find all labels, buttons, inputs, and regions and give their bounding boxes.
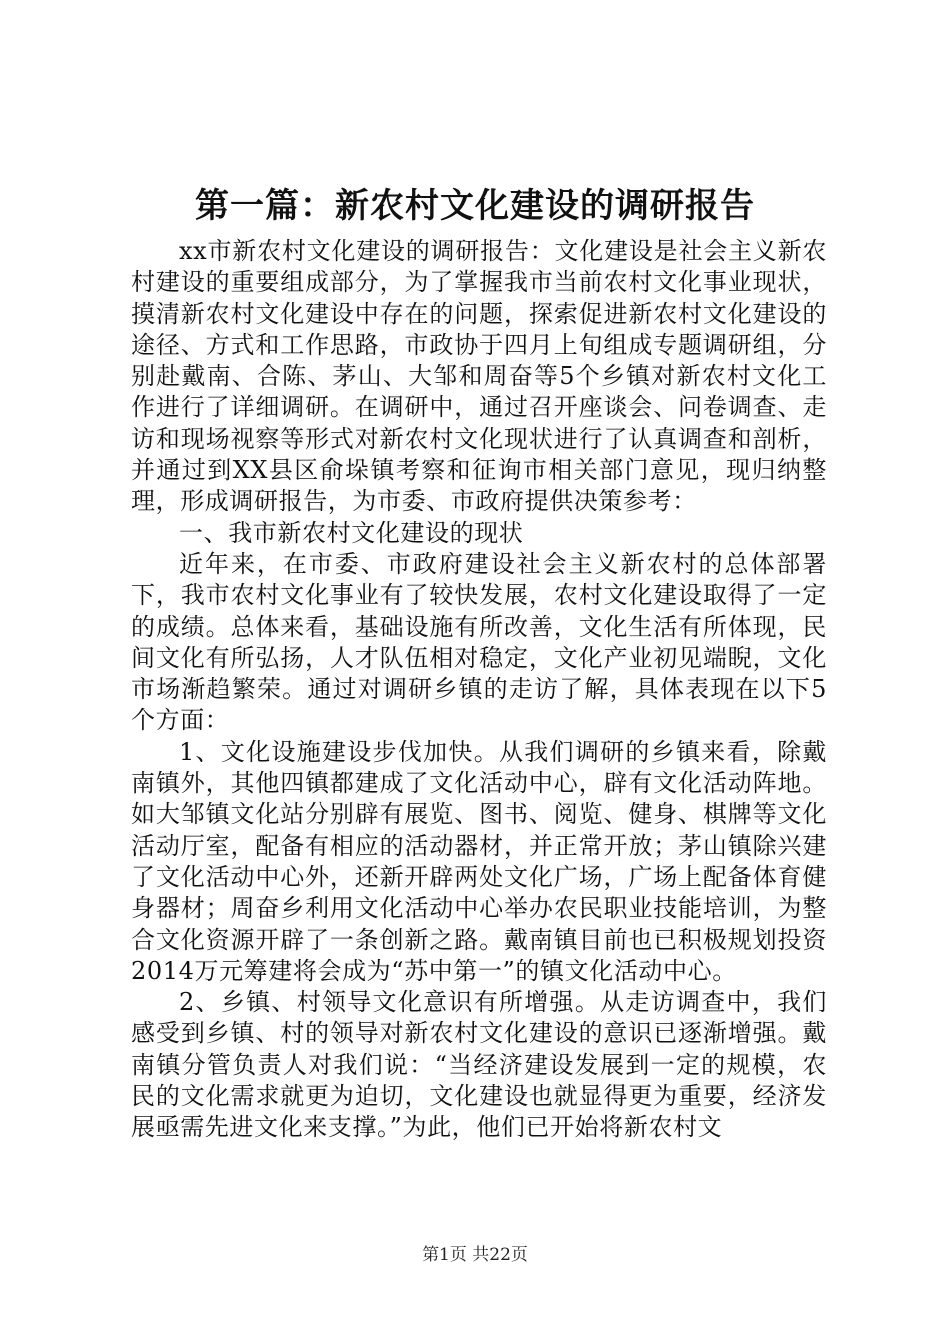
document-title: 第一篇：新农村文化建设的调研报告: [195, 186, 755, 226]
paragraph-point-2: 2、乡镇、村领导文化意识有所增强。从走访调查中，我们感受到乡镇、村的领导对新农村文化建设的意识已逐渐增强。戴南镇分管负责人对我们说：“当经济建设发展到一定的规模，农民的文化需求就更为迫切，文化建设也就显得更为重要，经济发展亟需先进文化来支撑。”为此，他们已开始将新农村文: [131, 988, 827, 1142]
page-number-footer: 第1页 共22页: [422, 1245, 528, 1265]
section-heading-status: 一、我市新农村文化建设的现状: [179, 518, 524, 547]
paragraph-intro: xx市新农村文化建设的调研报告：文化建设是社会主义新农村建设的重要组成部分，为了掌握我市当前农村文化事业现状，摸清新农村文化建设中存在的问题，探索促进新农村文化建设的途径、方式和工作思路，市政协于四月上旬组成专题调研组，分别赴戴南、合陈、茅山、大邹和周奋等5个乡镇对新农村文化工作进行了详细调研。在调研中，通过召开座谈会、问卷调查、走访和现场视察等形式对新农村文化现状进行了认真调查和剖析，并通过到XX县区俞垛镇考察和征询市相关部门意见，现归纳整理，形成调研报告，为市委、市政府提供决策参考：: [131, 237, 827, 516]
paragraph-point-1: 1、文化设施建设步伐加快。从我们调研的乡镇来看，除戴南镇外，其他四镇都建成了文化活动中心，辟有文化活动阵地。如大邹镇文化站分别辟有展览、图书、阅览、健身、棋牌等文化活动厅室，配备有相应的活动器材，并正常开放；茅山镇除兴建了文化活动中心外，还新开辟两处文化广场，广场上配备体育健身器材；周奋乡利用文化活动中心举办农民职业技能培训，为整合文化资源开辟了一条创新之路。戴南镇目前也已积极规划投资2014万元筹建将会成为“苏中第一”的镇文化活动中心。: [131, 737, 827, 985]
document-body: [131, 236, 827, 1144]
paragraph-overview: 近年来，在市委、市政府建设社会主义新农村的总体部署下，我市农村文化事业有了较快发展，农村文化建设取得了一定的成绩。总体来看，基础设施有所改善，文化生活有所体现，民间文化有所弘扬，人才队伍相对稳定，文化产业初见端睨，文化市场渐趋繁荣。通过对调研乡镇的走访了解，具体表现在以下5个方面：: [131, 549, 827, 735]
